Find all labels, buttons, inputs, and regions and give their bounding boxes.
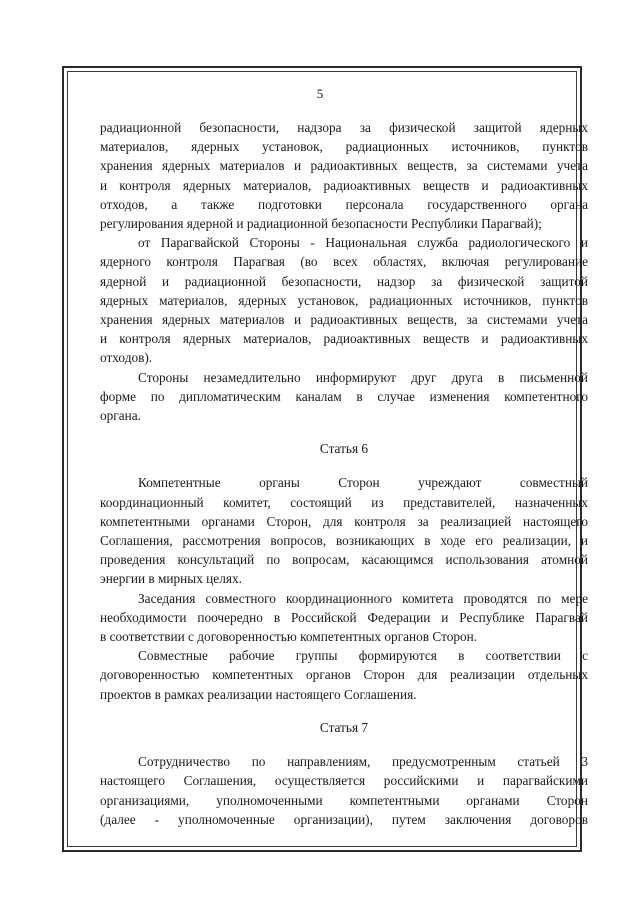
text-line: настоящего Соглашения, осуществляется российскими и парагвайскими xyxy=(100,773,588,789)
article-6-heading: Статья 6 xyxy=(319,441,369,457)
text-line: Совместные рабочие группы формируются в соответствии с xyxy=(138,648,588,664)
text-line: регулирования ядерной и радиационной безопасности Республики Парагвай); xyxy=(100,216,542,232)
text-line: энергии в мирных целях. xyxy=(100,571,242,587)
text-line: Сотрудничество по направлениям, предусмотренным статьей 3 xyxy=(138,754,588,770)
text-line: Компетентные органы Сторон учреждают совместный xyxy=(138,475,588,491)
text-line: радиационной безопасности, надзора за физической защитой ядерных xyxy=(100,120,588,135)
text-line: проектов в рамках реализации настоящего Соглашения. xyxy=(100,686,417,702)
text-line: Стороны незамедлительно информируют друг друга в письменной xyxy=(138,369,588,385)
text-line: ядерных материалов, ядерных установок, радиационных источников, пунктов xyxy=(100,292,588,308)
text-line: отходов). xyxy=(100,350,153,366)
text-line: и контроля ядерных материалов, радиоактивных веществ и радиоактивных xyxy=(100,177,588,193)
article-7-heading: Статья 7 xyxy=(319,719,369,735)
article-6-paragraph-2 xyxy=(100,589,588,647)
article-7-paragraph-1 xyxy=(100,752,588,829)
text-line: координационный комитет, состоящий из представителей, назначенных xyxy=(100,494,588,510)
text-line: договоренностью компетентных органов Сторон для реализации отдельных xyxy=(100,667,588,683)
text-line: Заседания совместного координационного комитета проводятся по мере xyxy=(138,590,588,606)
paragraph-continuation xyxy=(100,118,588,233)
text-line: органа. xyxy=(100,408,141,424)
text-line: (далее - уполномоченные организации), путем заключения договоров xyxy=(100,811,588,827)
paragraph-notification xyxy=(100,368,588,426)
text-line: организациями, уполномоченными компетентными органами Сторон xyxy=(100,792,588,808)
text-line: в соответствии с договоренностью компетентных органов Сторон. xyxy=(100,629,478,645)
text-line: отходов, а также подготовки персонала государственного органа xyxy=(100,196,588,212)
page-number: 5 xyxy=(316,86,324,101)
paragraph-paraguay-authority xyxy=(100,233,588,367)
text-line: ядерного контроля Парагвая (во всех областях, включая регулирование xyxy=(100,254,588,270)
document-body xyxy=(100,118,588,829)
article-6-paragraph-3 xyxy=(100,646,588,704)
text-line: и контроля ядерных материалов, радиоактивных веществ и радиоактивных xyxy=(100,331,588,347)
text-line: ядерной и радиационной безопасности, надзор за физической защитой xyxy=(100,273,588,289)
text-line: форме по дипломатическим каналам в случае изменения компетентного xyxy=(100,388,588,404)
text-line: от Парагвайской Стороны - Национальная служба радиологического и xyxy=(138,235,588,251)
text-line: материалов, ядерных установок, радиационных источников, пунктов xyxy=(100,139,588,155)
text-line: хранения ядерных материалов и радиоактивных веществ, за системами учета xyxy=(100,312,588,328)
text-line: компетентными органами Сторон, для контроля за реализацией настоящего xyxy=(100,513,588,529)
text-line: необходимости поочередно в Российской Федерации и Республике Парагвай xyxy=(100,609,588,625)
article-6-paragraph-1 xyxy=(100,473,588,588)
text-line: хранения ядерных материалов и радиоактивных веществ, за системами учета xyxy=(100,158,588,174)
text-line: проведения консультаций по вопросам, касающимся использования атомной xyxy=(100,552,588,568)
text-line: Соглашения, рассмотрения вопросов, возникающих в ходе его реализации, и xyxy=(100,533,588,549)
